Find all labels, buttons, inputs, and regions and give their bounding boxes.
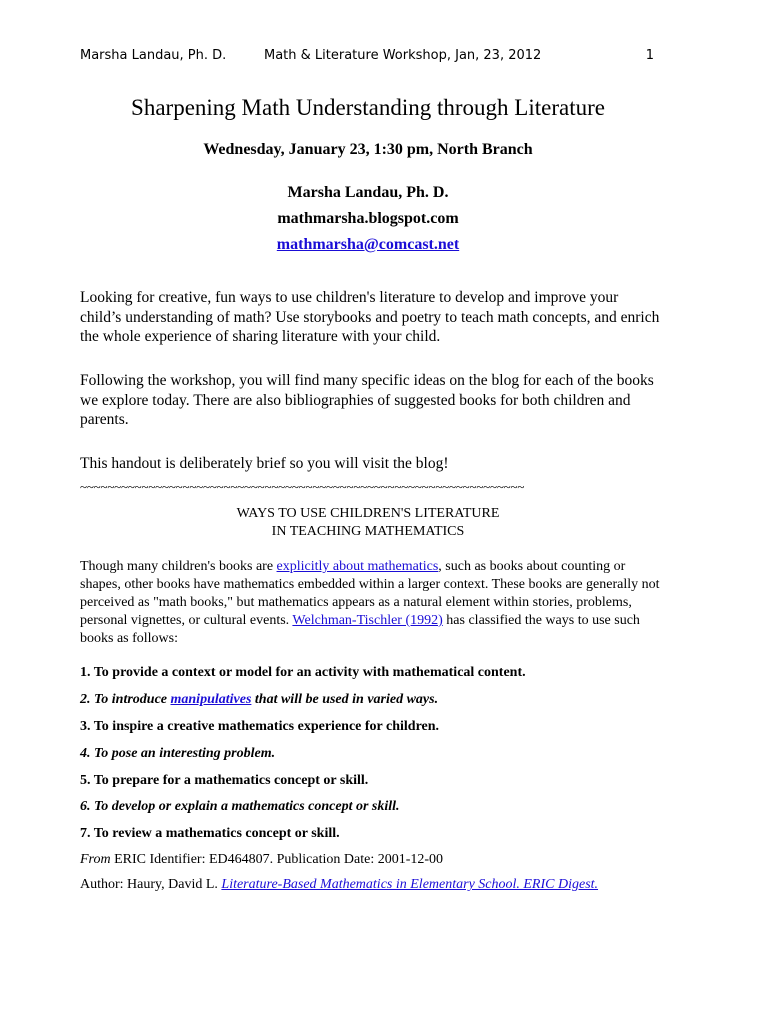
presenter-name: Marsha Landau, Ph. D. [287, 184, 449, 201]
way-item-3: 3. To inspire a creative mathematics experience for children. [80, 718, 440, 734]
way-item-5: 5. To prepare for a mathematics concept or skill. [80, 772, 369, 788]
section-body-paragraph [80, 558, 660, 648]
way-item-4: 4. To pose an interesting problem. [80, 745, 276, 761]
tilde-divider: ~~~~~~~~~~~~~~~~~~~~~~~~~~~~~~~~~~~~~~~~~~~~~~~~~~~~~~~~~~~~~~~~~ [80, 479, 525, 494]
way-item-6: 6. To develop or explain a mathematics concept or skill. [80, 799, 400, 815]
body-text-1: Though many children's books are [80, 559, 277, 574]
body-text-2: , such as books about counting or shapes, other books have mathematics embedded within a larger context. These books are generally not perceived as "math books," but mathematics appears as a natural element within stories, problems, personal vignettes, or cultural events. [80, 559, 660, 628]
page-number: 1 [645, 48, 654, 63]
citation-line-2 [80, 877, 680, 893]
presenter-email-line [0, 236, 736, 254]
email-link[interactable]: mathmarsha@comcast.net [276, 236, 460, 253]
body-text-3: has classified the ways to use such books as follows: [80, 613, 640, 646]
welchman-tischler-link[interactable]: Welchman-Tischler (1992) [292, 613, 443, 628]
document-title: Sharpening Math Understanding through Literature [131, 95, 605, 120]
intro-paragraph-2: Following the workshop, you will find many specific ideas on the blog for each of the books we explore today. There are also bibliographies of suggested books for both children and parents. [80, 372, 654, 428]
citation-line-1 [80, 852, 680, 868]
way-item-2-text-before: 2. To introduce [80, 691, 171, 707]
header-event: Math & Literature Workshop, Jan, 23, 2012 [264, 48, 542, 63]
presenter-blog: mathmarsha.blogspot.com [277, 210, 459, 227]
manipulatives-link[interactable]: manipulatives [170, 691, 252, 707]
citation-author: Author: Haury, David L. [80, 877, 222, 892]
intro-paragraph-3: This handout is deliberately brief so you will visit the blog! [80, 455, 449, 472]
section-title-line-1: WAYS TO USE CHILDREN'S LITERATURE [236, 506, 500, 521]
way-item-2-text-after: that will be used in varied ways. [251, 691, 439, 707]
ways-list [80, 664, 680, 852]
way-item-7: 7. To review a mathematics concept or skill. [80, 826, 340, 842]
header-author: Marsha Landau, Ph. D. [80, 48, 227, 63]
way-item-1: 1. To provide a context or model for an activity with mathematical content. [80, 665, 526, 680]
section-title-line-2: IN TEACHING MATHEMATICS [271, 524, 465, 539]
page-header [80, 48, 656, 68]
intro-paragraph-1: Looking for creative, fun ways to use children's literature to develop and improve your child’s understanding of math? Use storybooks and poetry to teach math concepts, and enrich the whole experience of sharing literature with your child. [80, 289, 660, 345]
eric-digest-link[interactable]: Literature-Based Mathematics in Elementary School. ERIC Digest. [221, 877, 599, 892]
section-title [0, 505, 736, 541]
citation-from-label: From [80, 852, 111, 867]
citation-eric-info: ERIC Identifier: ED464807. Publication Date: 2001-12-00 [110, 852, 444, 867]
event-date-line: Wednesday, January 23, 1:30 pm, North Branch [203, 141, 533, 158]
way-item-2 [80, 691, 680, 718]
explicitly-about-mathematics-link[interactable]: explicitly about mathematics [276, 559, 439, 574]
